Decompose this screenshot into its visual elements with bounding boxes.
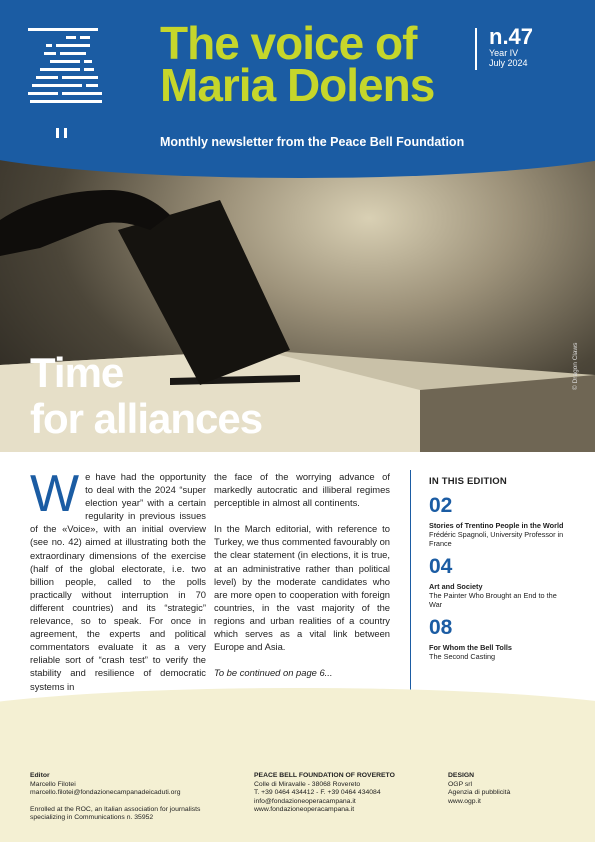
editor-info — [30, 772, 220, 823]
bell-logo-icon — [26, 22, 106, 152]
foundation-email[interactable]: info@fondazioneoperacampana.it — [254, 797, 356, 805]
design-info — [448, 772, 568, 806]
foundation-website[interactable]: www.fondazioneoperacampana.it — [254, 806, 355, 814]
editor-email[interactable]: marcello.filotei@fondazionecampanadeicaduti.org — [30, 789, 181, 797]
hero-headline — [30, 350, 262, 442]
design-description: Agenzia di pubblicità — [448, 789, 511, 797]
toc-page-number: 04 — [429, 555, 453, 578]
issue-year: Year IV — [489, 48, 519, 58]
issue-info — [489, 26, 533, 68]
toc-page-number: 08 — [429, 616, 453, 639]
toc-item[interactable] — [429, 556, 570, 609]
table-of-contents — [410, 470, 570, 714]
footer-curve — [0, 688, 595, 758]
hero-headline-line-2: for alliances — [30, 395, 263, 442]
article-column-1 — [30, 465, 206, 693]
masthead — [0, 0, 595, 170]
article-column-2 — [214, 470, 390, 679]
toc-item[interactable] — [429, 495, 570, 548]
issue-date: July 2024 — [489, 58, 528, 68]
hero-image — [0, 160, 595, 452]
hero-headline-line-1: Time — [30, 349, 124, 396]
toc-description: The Painter Who Brought an End to the War — [429, 591, 557, 609]
article-text-3: In the March editorial, with reference to Turkey, we thus commented favourably on the clear statement (in elections, it is true, at an administrative rather than political level) by the moderate candidates who are more open to cooperation with foreign countries, in the vast majority of the regions and urban realities of a country which serves as a vital link between Europe and Asia. — [214, 523, 390, 653]
foundation-phone: T. +39 0464 434412 - F. +39 0464 434084 — [254, 789, 381, 797]
newsletter-subtitle: Monthly newsletter from the Peace Bell Foundation — [160, 135, 465, 149]
title-line-2: Maria Dolens — [160, 59, 435, 111]
toc-section: Art and Society — [429, 582, 483, 591]
toc-page-number: 02 — [429, 494, 453, 517]
toc-section: Stories of Trentino People in the World — [429, 521, 564, 530]
editorial-article — [30, 465, 398, 720]
foundation-name: PEACE BELL FOUNDATION OF ROVERETO — [254, 772, 395, 779]
design-label: DESIGN — [448, 772, 475, 779]
toc-description: The Second Casting — [429, 652, 496, 661]
toc-description: Frédéric Spagnoli, University Professor in France — [429, 530, 564, 548]
newsletter-title — [160, 17, 435, 111]
editor-registration: Enrolled at the ROC, an Italian association for journalists specializing in Communications n. 35952 — [30, 805, 201, 822]
article-text-1: e have had the opportunity to deal with the 2024 “super election year” with a certain regularity in previous issues of the «Voice», with an initial overview (see no. 42) aimed at illustrating both the extraordinary dimensions of the exercise (half of the global electorate, i.e. two billion people, called to the polls practically without interruption in 70 different countries) and its “strategic” relevance, so to speak. For once in agreement, the experts and political commentators evaluate it as a very reliable sort of “crash test” to verify the stability and resilience of democratic systems in — [30, 471, 206, 692]
title-line-1: The voice of — [160, 17, 417, 69]
foundation-info — [254, 772, 424, 815]
photo-credit: © Dragon Claws — [572, 342, 579, 390]
drop-cap: W — [30, 465, 80, 523]
editor-name: Marcello Filotei — [30, 780, 76, 788]
foundation-address: Colle di Miravalle - 38068 Rovereto — [254, 780, 361, 788]
toc-section: For Whom the Bell Tolls — [429, 643, 512, 652]
issue-number: n.47 — [489, 24, 534, 49]
editor-label: Editor — [30, 772, 50, 779]
article-text-2: the face of the worrying advance of markedly autocratic and illiberal regimes perceptible in almost all continents. — [214, 471, 390, 509]
continued-link[interactable]: To be continued on page 6... — [214, 667, 333, 679]
issue-divider — [475, 28, 477, 70]
design-company: OGP srl — [448, 780, 473, 788]
toc-title: IN THIS EDITION — [429, 476, 507, 487]
toc-item[interactable] — [429, 617, 570, 661]
design-website[interactable]: www.ogp.it — [448, 797, 481, 805]
